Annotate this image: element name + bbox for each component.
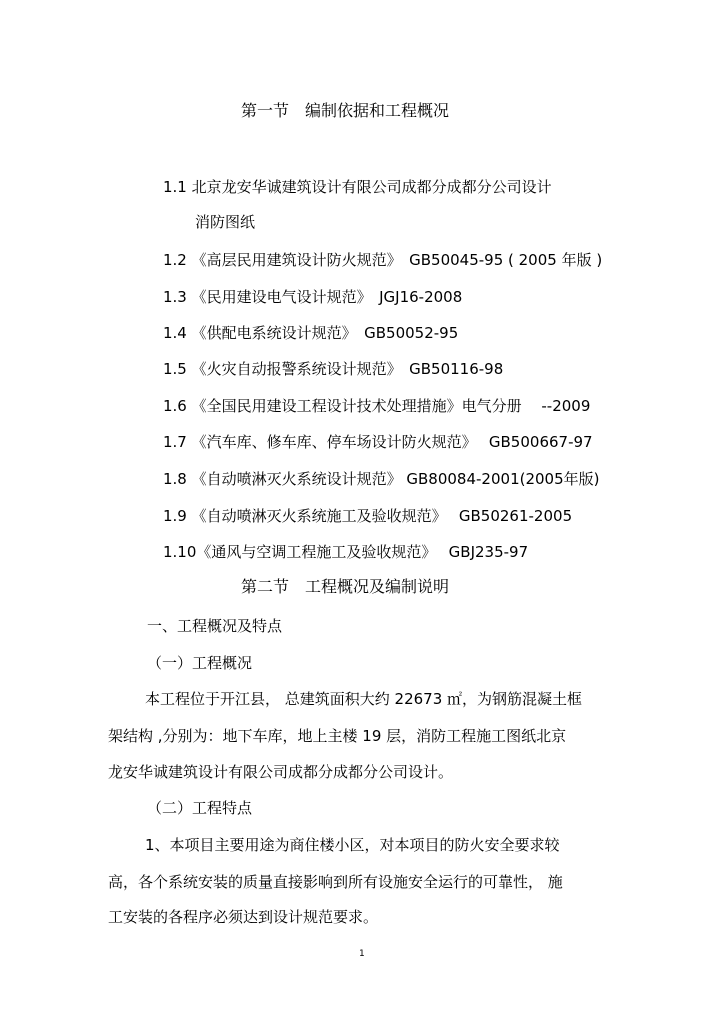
para2-line-1: 1、本项目主要用途为商住楼小区，对本项目的防火安全要求较 (145, 836, 560, 854)
ref-1-3: 1.3 《民用建设电气设计规范》 JGJ16-2008 (163, 288, 463, 306)
para2-line-2: 高，各个系统安装的质量直接影响到所有设施安全运行的可靠性， 施 (108, 873, 563, 891)
ref-1-2: 1.2 《高层民用建筑设计防火规范》 GB50045-95 ( 2005 年版 ) (163, 251, 603, 269)
para1-line-2: 架结构 ,分别为：地下车库，地上主楼 19 层，消防工程施工图纸北京 (108, 727, 567, 745)
subheading-features: （二）工程特点 (147, 799, 253, 817)
section2-title: 第二节 工程概况及编制说明 (241, 577, 450, 596)
ref-1-1-cont: 消防图纸 (195, 213, 256, 231)
para2-line-3: 工安装的各程序必须达到设计规范要求。 (108, 908, 379, 926)
ref-1-10: 1.10《通风与空调工程施工及验收规范》 GBJ235-97 (163, 543, 529, 561)
page-number: 1 (359, 949, 365, 959)
subheading-overview: （一）工程概况 (147, 654, 253, 672)
ref-1-8: 1.8 《自动喷淋灭火系统设计规范》 GB80084-2001(2005年版) (163, 470, 600, 488)
para1-line-1: 本工程位于开江县， 总建筑面积大约 22673 ㎡，为钢筋混凝土框 (145, 690, 583, 708)
ref-1-7: 1.7 《汽车库、修车库、停车场设计防火规范》 GB500667-97 (163, 433, 593, 451)
subheading-overview-features: 一、工程概况及特点 (147, 617, 283, 635)
ref-1-5: 1.5 《火灾自动报警系统设计规范》 GB50116-98 (163, 360, 504, 378)
ref-1-9: 1.9 《自动喷淋灭火系统施工及验收规范》 GB50261-2005 (163, 507, 573, 525)
ref-1-1: 1.1 北京龙安华诚建筑设计有限公司成都分成都分公司设计 (163, 178, 552, 196)
ref-1-6: 1.6 《全国民用建设工程设计技术处理措施》电气分册 --2009 (163, 397, 591, 415)
section1-title: 第一节 编制依据和工程概况 (241, 101, 450, 120)
ref-1-4: 1.4 《供配电系统设计规范》 GB50052-95 (163, 324, 459, 342)
para1-line-3: 龙安华诚建筑设计有限公司成都分成都分公司设计。 (108, 763, 454, 781)
